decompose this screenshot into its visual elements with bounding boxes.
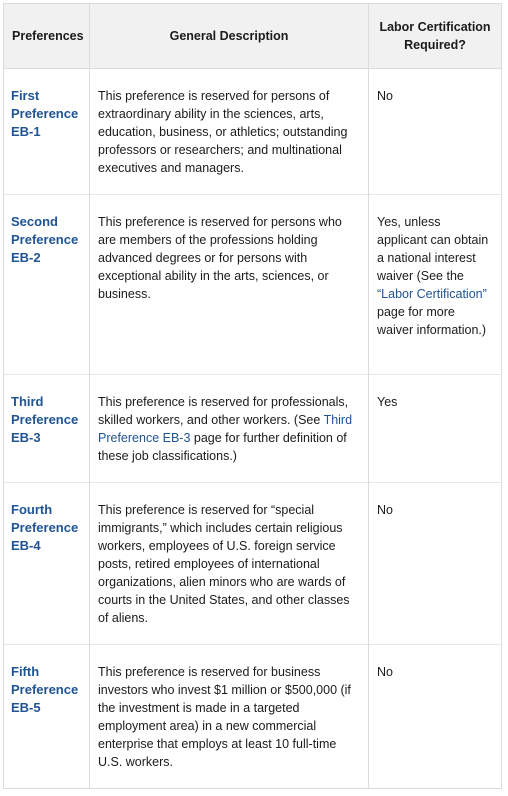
preference-link-eb5[interactable]: Fifth Preference EB-5: [4, 645, 90, 789]
table-row: [4, 375, 502, 483]
header-general-description: General Description: [90, 4, 369, 69]
table-header-row: [4, 4, 502, 69]
labor-cell: No: [369, 69, 502, 195]
preferences-table-container: [3, 3, 501, 789]
preference-link-eb4[interactable]: Fourth Preference EB-4: [4, 483, 90, 645]
labor-cell: Yes: [369, 375, 502, 483]
header-labor-certification: Labor Certification Required?: [369, 4, 502, 69]
description-cell: This preference is reserved for business investors who invest $1 million or $500,000 (if the investment is made in a targeted employment area) in a new commercial enterprise that employs at least 10 full-time U.S. workers.: [90, 645, 369, 789]
labor-cell: No: [369, 483, 502, 645]
description-cell: This preference is reserved for professionals, skilled workers, and other workers. (See Third Preference EB-3 page for further definition of these job classifications.): [90, 375, 369, 483]
table-row: [4, 69, 502, 195]
preference-link-eb2[interactable]: Second Preference EB-2: [4, 195, 90, 375]
table-row: [4, 195, 502, 375]
preferences-table: [3, 3, 502, 789]
header-preferences: Preferences: [4, 4, 90, 69]
description-cell: This preference is reserved for persons who are members of the professions holding advanced degrees or for persons with exceptional ability in the arts, sciences, or business.: [90, 195, 369, 375]
preference-link-eb1[interactable]: First Preference EB-1: [4, 69, 90, 195]
description-cell: This preference is reserved for “special immigrants,” which includes certain religious workers, employees of U.S. foreign service posts, retired employees of international organizations, alien minors who are wards of courts in the United States, and other classes of aliens.: [90, 483, 369, 645]
preference-link-eb3[interactable]: Third Preference EB-3: [4, 375, 90, 483]
description-cell: This preference is reserved for persons of extraordinary ability in the sciences, arts, education, business, or athletics; outstanding professors or researchers; and multinational executives and managers.: [90, 69, 369, 195]
table-row: [4, 645, 502, 789]
table-row: [4, 483, 502, 645]
labor-cell: No: [369, 645, 502, 789]
third-preference-eb3-link[interactable]: Third Preference EB-3: [98, 413, 353, 445]
labor-certification-link[interactable]: “Labor Certification”: [377, 287, 487, 301]
labor-cell: Yes, unless applicant can obtain a national interest waiver (See the “Labor Certification” page for more waiver information.): [369, 195, 502, 375]
